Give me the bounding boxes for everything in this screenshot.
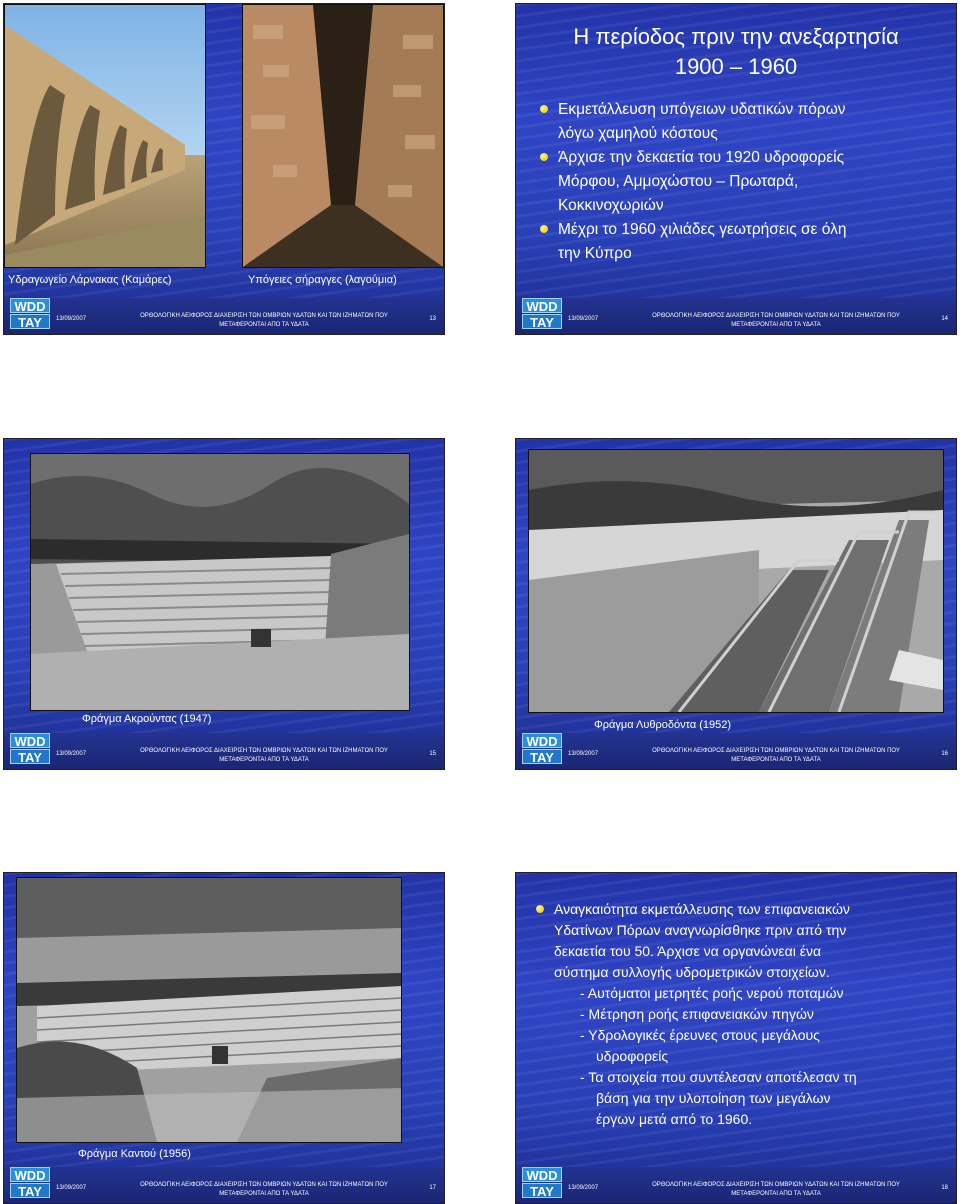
footer-title: ΟΡΘΟΛΟΓΙΚΗ ΑΕΙΦΟΡΟΣ ΔΙΑΧΕΙΡΙΣΗ ΤΩΝ ΟΜΒΡΙΩΝ ΥΔΑΤΩΝ ΚΑΙ ΤΩΝ ΙΖΗΜΑΤΩΝ ΠΟΥ ΜΕΤΑΦΕΡΟΝΤΑΙ ΑΠΟ ΤΑ ΥΔΑΤΑ [652,748,900,763]
caption-dam: Φράγμα Ακρούντας (1947) [82,713,212,725]
bullet-list [534,899,950,1130]
wdd-logo: WDD TAY [10,733,50,765]
wdd-logo: WDD TAY [522,298,562,330]
footer-title: ΟΡΘΟΛΟΓΙΚΗ ΑΕΙΦΟΡΟΣ ΔΙΑΧΕΙΡΙΣΗ ΤΩΝ ΟΜΒΡΙΩΝ ΥΔΑΤΩΝ ΚΑΙ ΤΩΝ ΙΖΗΜΑΤΩΝ ΠΟΥ ΜΕΤΑΦΕΡΟΝΤΑΙ ΑΠΟ ΤΑ ΥΔΑΤΑ [140,1182,388,1197]
footer-date: 13/09/2007 [56,1185,87,1191]
bullet-icon [540,153,548,161]
bullet-item: Αναγκαιότητα εκμετάλλευσης των επιφανειακών Υδατίνων Πόρων αναγνωρίσθηκε πριν από την δεκαετία του 50. Άρχισε να οργανώνεαι ένα σύστημα συλλογής υδρομετρικών στοιχείων. - Αυτόματοι μετρητές ροής νερού ποταμών - Μέτρηση ροής επιφανειακών πηγών - Υδρολογικές έρευνες στους μεγάλους υδροφορείς - Τα στοιχεία που συντέλεσαν αποτέλεσαν τη βάση για την υλοποίηση των μεγάλων έργων μετά από το 1960. [534,899,950,1130]
slide-number: 16 [941,751,948,757]
slide-title: Η περίοδος πριν την ανεξαρτησία 1900 – 1960 [573,24,899,79]
wdd-logo: WDD TAY [522,733,562,765]
wdd-logo: WDD TAY [10,1167,50,1199]
slide-number: 14 [941,316,948,322]
caption-tunnels: Υπόγειες σήραγγες (λαγούμια) [248,274,397,286]
kantou-dam-photo [16,877,402,1143]
tunnel-photo [242,4,444,268]
footer-title: ΟΡΘΟΛΟΓΙΚΗ ΑΕΙΦΟΡΟΣ ΔΙΑΧΕΙΡΙΣΗ ΤΩΝ ΟΜΒΡΙΩΝ ΥΔΑΤΩΝ ΚΑΙ ΤΩΝ ΙΖΗΜΑΤΩΝ ΠΟΥ ΜΕΤΑΦΕΡΟΝΤΑΙ ΑΠΟ ΤΑ ΥΔΑΤΑ [652,1182,900,1197]
sub-item-continued: έργων μετά από το 1960. [596,1111,753,1127]
slide-footer [516,1167,956,1203]
footer-date: 13/09/2007 [568,1185,599,1191]
slide-footer [4,733,444,769]
caption-aqueduct: Υδραγωγείο Λάρνακας (Καμάρες) [8,274,172,286]
slide-14 [515,3,957,335]
akrounta-dam-photo [30,453,410,711]
caption-dam: Φράγμα Καντού (1956) [78,1148,191,1160]
bullet-item: Μέχρι το 1960 χιλιάδες γεωτρήσεις σε όλη την Κύπρο [538,218,946,266]
bullet-icon [540,105,548,113]
footer-title: ΟΡΘΟΛΟΓΙΚΗ ΑΕΙΦΟΡΟΣ ΔΙΑΧΕΙΡΙΣΗ ΤΩΝ ΟΜΒΡΙΩΝ ΥΔΑΤΩΝ ΚΑΙ ΤΩΝ ΙΖΗΜΑΤΩΝ ΠΟΥ ΜΕΤΑΦΕΡΟΝΤΑΙ ΑΠΟ ΤΑ ΥΔΑΤΑ [140,313,388,328]
bullet-item: Άρχισε την δεκαετία του 1920 υδροφορείς Μόρφου, Αμμοχώστου – Πρωταρά, Κοκκινοχωριών [538,146,946,218]
caption-dam: Φράγμα Λυθροδόντα (1952) [594,719,732,731]
slide-number: 13 [429,316,436,322]
slide-13 [3,3,445,335]
slide-16 [515,438,957,770]
slide-footer [4,1167,444,1203]
footer-date: 13/09/2007 [568,751,599,757]
footer-title: ΟΡΘΟΛΟΓΙΚΗ ΑΕΙΦΟΡΟΣ ΔΙΑΧΕΙΡΙΣΗ ΤΩΝ ΟΜΒΡΙΩΝ ΥΔΑΤΩΝ ΚΑΙ ΤΩΝ ΙΖΗΜΑΤΩΝ ΠΟΥ ΜΕΤΑΦΕΡΟΝΤΑΙ ΑΠΟ ΤΑ ΥΔΑΤΑ [140,748,388,763]
slide-17 [3,872,445,1204]
sub-item-continued: υδροφορείς [596,1048,669,1064]
footer-title: ΟΡΘΟΛΟΓΙΚΗ ΑΕΙΦΟΡΟΣ ΔΙΑΧΕΙΡΙΣΗ ΤΩΝ ΟΜΒΡΙΩΝ ΥΔΑΤΩΝ ΚΑΙ ΤΩΝ ΙΖΗΜΑΤΩΝ ΠΟΥ ΜΕΤΑΦΕΡΟΝΤΑΙ ΑΠΟ ΤΑ ΥΔΑΤΑ [652,313,900,328]
bullet-item: Εκμετάλλευση υπόγειων υδατικών πόρων λόγω χαμηλού κόστους [538,98,946,146]
footer-date: 13/09/2007 [56,316,87,322]
sub-item: - Μέτρηση ροής επιφανειακών πηγών [580,1006,814,1022]
sub-item: - Τα στοιχεία που συντέλεσαν αποτέλεσαν τη [580,1069,857,1085]
slide-number: 18 [941,1185,948,1191]
slide-footer [516,298,956,334]
wdd-logo: WDD TAY [522,1167,562,1199]
footer-date: 13/09/2007 [56,751,87,757]
sub-item: - Αυτόματοι μετρητές ροής νερού ποταμών [580,985,844,1001]
bullet-list [538,98,946,266]
sub-item-continued: βάση για την υλοποίηση των μεγάλων [596,1090,831,1106]
slide-number: 17 [429,1185,436,1191]
lythrodontas-dam-photo [528,449,944,713]
slide-footer [516,733,956,769]
wdd-logo: WDD TAY [10,298,50,330]
slide-18 [515,872,957,1204]
sub-item: - Υδρολογικές έρευνες στους μεγάλους [580,1027,820,1043]
slide-number: 15 [429,751,436,757]
bullet-icon [536,905,544,913]
footer-date: 13/09/2007 [568,316,599,322]
bullet-icon [540,225,548,233]
aqueduct-photo [4,4,206,268]
slide-footer [4,298,444,334]
slide-15 [3,438,445,770]
